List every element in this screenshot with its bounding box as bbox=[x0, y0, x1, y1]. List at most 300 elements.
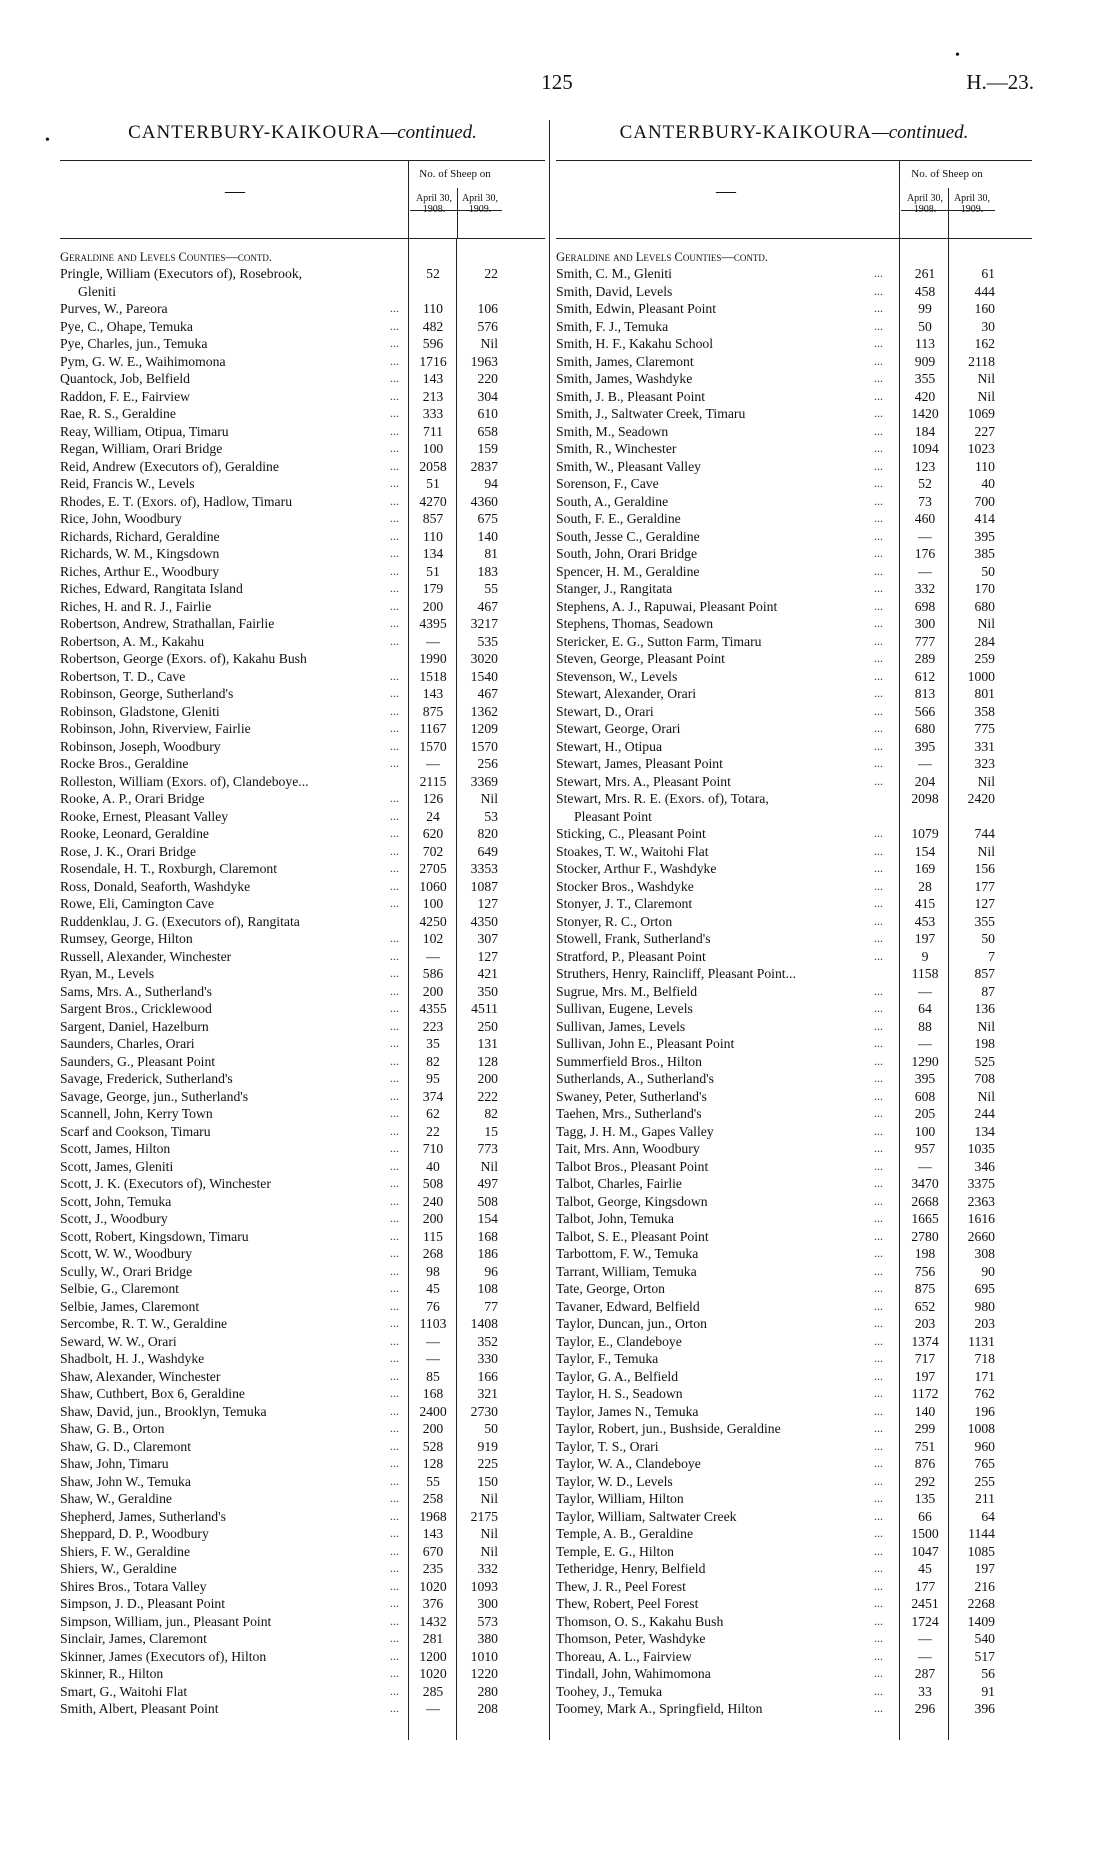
sheep-1908-value: 110 bbox=[422, 301, 444, 316]
table-row bbox=[60, 1543, 545, 1561]
holder-name-text: Smith, J. B., Pleasant Point bbox=[556, 388, 706, 404]
holder-name bbox=[556, 878, 886, 896]
leader-dots: ... bbox=[390, 756, 399, 770]
table-row bbox=[60, 948, 545, 966]
holder-name bbox=[60, 790, 406, 808]
table-row bbox=[556, 1700, 1032, 1718]
table-row bbox=[60, 790, 545, 808]
page-gutter-rule bbox=[549, 120, 550, 1740]
table-rule bbox=[60, 238, 545, 239]
holder-name-text: Sams, Mrs. A., Sutherland's bbox=[60, 983, 212, 999]
holder-name bbox=[556, 1333, 886, 1351]
sheep-1909-value: 110 bbox=[974, 458, 995, 474]
holder-name bbox=[60, 405, 406, 423]
leader-dots: ... bbox=[874, 1543, 883, 1558]
sheep-1909-value: 131 bbox=[477, 1036, 498, 1051]
holder-name-text: Smith, J., Saltwater Creek, Timaru bbox=[556, 406, 746, 421]
leader-dots: ... bbox=[390, 458, 399, 473]
leader-dots: ... bbox=[390, 1631, 399, 1645]
holder-name bbox=[556, 790, 886, 825]
sheep-1908-value: 2451 bbox=[911, 1596, 939, 1611]
holder-name bbox=[556, 353, 886, 371]
holder-name bbox=[60, 668, 406, 686]
sheep-1909-value: 304 bbox=[477, 388, 498, 404]
sheep-1908-value: 154 bbox=[914, 843, 936, 859]
leader-dots: ... bbox=[390, 581, 399, 595]
sheep-1909-value: 128 bbox=[477, 1053, 498, 1069]
holder-name-text: Rolleston, William (Exors. of), Clandeboye... bbox=[60, 773, 309, 789]
table-row bbox=[60, 913, 545, 931]
holder-name bbox=[556, 1123, 886, 1141]
sheep-1909-value: 1035 bbox=[967, 1141, 995, 1156]
holder-name bbox=[556, 1630, 886, 1648]
holder-name bbox=[556, 948, 886, 966]
holder-name-text: Shaw, John W., Temuka bbox=[60, 1473, 191, 1489]
sheep-1908-value: 680 bbox=[914, 721, 936, 736]
sheep-1908-value: 876 bbox=[914, 1456, 936, 1471]
holder-name-text: Struthers, Henry, Raincliff, Pleasant Point... bbox=[556, 966, 796, 981]
holder-name-text: Thew, J. R., Peel Forest bbox=[556, 1578, 686, 1594]
holder-name bbox=[60, 843, 406, 861]
sheep-1908-value: — bbox=[426, 1333, 440, 1349]
holder-name-text: Stonyer, J. T., Claremont bbox=[556, 896, 693, 911]
leader-dots: ... bbox=[874, 546, 883, 560]
sheep-1908-value: 200 bbox=[422, 598, 444, 614]
leader-dots: ... bbox=[390, 371, 399, 385]
table-row bbox=[556, 825, 1032, 843]
sheep-1909-value: 308 bbox=[974, 1246, 995, 1261]
holder-name bbox=[556, 895, 886, 913]
sheep-1909-value: 355 bbox=[974, 913, 995, 929]
leader-dots: ... bbox=[874, 931, 883, 945]
holder-name-text: Stevenson, W., Levels bbox=[556, 668, 678, 684]
sheep-1908-value: 100 bbox=[422, 441, 444, 456]
sheep-1909-value: 56 bbox=[981, 1666, 995, 1681]
leader-dots: ... bbox=[874, 1456, 883, 1470]
sheep-1908-value: 176 bbox=[914, 546, 936, 561]
sheep-1908-value: 52 bbox=[918, 476, 932, 491]
holder-name-text: Rosendale, H. T., Roxburgh, Claremont bbox=[60, 861, 278, 876]
leader-dots: ... bbox=[874, 563, 883, 578]
table-row bbox=[60, 528, 545, 546]
holder-name-text: Rooke, Leonard, Geraldine bbox=[60, 826, 209, 841]
sheep-1908-value: 55 bbox=[426, 1473, 440, 1489]
holder-name bbox=[60, 423, 406, 441]
table-row bbox=[60, 668, 545, 686]
sheep-1908-value: 240 bbox=[422, 1193, 444, 1209]
sheep-1908-value: 179 bbox=[422, 581, 444, 596]
holder-name bbox=[556, 1578, 886, 1596]
holder-name-text: Sullivan, Eugene, Levels bbox=[556, 1001, 693, 1016]
holder-name bbox=[556, 580, 886, 598]
sheep-1909-value: 87 bbox=[981, 983, 995, 999]
table-row bbox=[60, 860, 545, 878]
holder-name-text: Scully, W., Orari Bridge bbox=[60, 1263, 193, 1279]
holder-name bbox=[60, 1350, 406, 1368]
table-row bbox=[556, 1245, 1032, 1263]
sheep-1909-value: 330 bbox=[477, 1351, 498, 1366]
leader-dots: ... bbox=[390, 948, 399, 963]
table-row bbox=[60, 510, 545, 528]
sheep-1908-value: 528 bbox=[422, 1438, 444, 1454]
leader-dots: ... bbox=[874, 528, 883, 543]
holder-name-text: Shiers, W., Geraldine bbox=[60, 1561, 177, 1576]
holder-name bbox=[556, 1455, 886, 1473]
sheep-1908-value: 102 bbox=[422, 931, 444, 946]
sheep-1909-value: 332 bbox=[477, 1561, 498, 1576]
leader-dots: ... bbox=[390, 1368, 399, 1383]
sheep-1909-value: Nil bbox=[977, 1018, 995, 1034]
leader-dots: ... bbox=[874, 458, 883, 473]
table-row bbox=[556, 1420, 1032, 1438]
holder-name-text: Sutherlands, A., Sutherland's bbox=[556, 1071, 714, 1086]
holder-name bbox=[60, 335, 406, 353]
sheep-1908-value: 198 bbox=[914, 1246, 936, 1261]
sheep-1909-value: Nil bbox=[977, 843, 995, 859]
table-row bbox=[556, 1000, 1032, 1018]
table-row bbox=[60, 1245, 545, 1263]
holder-name bbox=[556, 423, 886, 441]
table-row bbox=[556, 948, 1032, 966]
holder-name-text: Stewart, George, Orari bbox=[556, 721, 681, 736]
sheep-1909-value: 708 bbox=[974, 1071, 995, 1086]
table-row bbox=[60, 545, 545, 563]
sheep-1909-value: 2118 bbox=[968, 353, 995, 369]
holder-name bbox=[60, 633, 406, 651]
table-rule bbox=[556, 160, 1032, 161]
sheep-1909-value: 331 bbox=[974, 738, 995, 754]
leader-dots: ... bbox=[390, 721, 399, 735]
holder-name bbox=[556, 773, 886, 791]
sheep-1909-value: 208 bbox=[477, 1701, 498, 1716]
table-row bbox=[60, 895, 545, 913]
table-row bbox=[60, 1333, 545, 1351]
sheep-1909-value: 467 bbox=[477, 686, 498, 701]
holder-name-text: Tagg, J. H. M., Gapes Valley bbox=[556, 1123, 714, 1139]
holder-name-text: Smith, Edwin, Pleasant Point bbox=[556, 301, 717, 316]
sheep-1909-value: 4511 bbox=[471, 1001, 498, 1016]
holder-name-text: Taylor, William, Hilton bbox=[556, 1491, 684, 1506]
leader-dots: ... bbox=[390, 1211, 399, 1225]
holder-name-text: Robertson, A. M., Kakahu bbox=[60, 633, 205, 649]
table-row bbox=[60, 1683, 545, 1701]
sheep-1909-value: 94 bbox=[484, 476, 498, 491]
holder-name-text: Scott, J., Woodbury bbox=[60, 1211, 168, 1226]
sheep-1908-value: 4250 bbox=[419, 913, 447, 929]
sheep-1909-value: 154 bbox=[477, 1211, 498, 1226]
holder-name bbox=[60, 1053, 406, 1071]
sheep-1908-value: 76 bbox=[426, 1298, 440, 1314]
holder-name-text: Sugrue, Mrs. M., Belfield bbox=[556, 983, 698, 999]
sheep-1909-value: 140 bbox=[477, 528, 498, 544]
leader-dots: ... bbox=[874, 318, 883, 333]
table-row bbox=[60, 1455, 545, 1473]
holder-name bbox=[60, 1525, 406, 1543]
sheep-1908-value: 268 bbox=[422, 1246, 444, 1261]
holder-name bbox=[556, 405, 886, 423]
holder-name bbox=[60, 458, 406, 476]
holder-name-text: Shaw, G. B., Orton bbox=[60, 1421, 165, 1436]
leader-dots: ... bbox=[874, 1193, 883, 1208]
holder-name-continued: Pleasant Point bbox=[574, 808, 652, 824]
table-row bbox=[60, 1385, 545, 1403]
holder-name bbox=[556, 1473, 886, 1491]
sheep-1909-value: 7 bbox=[988, 948, 995, 964]
leader-dots: ... bbox=[390, 1403, 399, 1418]
table-row bbox=[60, 1648, 545, 1666]
holder-name-text: Scott, W. W., Woodbury bbox=[60, 1246, 193, 1261]
leader-dots: ... bbox=[390, 616, 399, 630]
table-row bbox=[556, 755, 1032, 773]
leader-dots: ... bbox=[390, 1526, 399, 1540]
holder-name-text: Talbot, Charles, Fairlie bbox=[556, 1176, 683, 1191]
sheep-1909-value: 50 bbox=[981, 931, 995, 946]
sheep-1908-value: 51 bbox=[426, 563, 440, 579]
holder-name-text: Shaw, G. D., Claremont bbox=[60, 1438, 192, 1454]
leader-dots: ... bbox=[390, 791, 399, 805]
sheep-1908-value: 73 bbox=[918, 493, 932, 509]
holder-name bbox=[556, 825, 886, 843]
holder-name-text: Toohey, J., Temuka bbox=[556, 1683, 663, 1699]
sheep-1908-value: 281 bbox=[422, 1631, 444, 1646]
sheep-1908-value: 35 bbox=[426, 1036, 440, 1051]
holder-name-text: Riches, Edward, Rangitata Island bbox=[60, 581, 243, 596]
holder-name bbox=[556, 1665, 886, 1683]
holder-name bbox=[556, 440, 886, 458]
sheep-1909-value: 168 bbox=[477, 1228, 498, 1244]
table-row bbox=[556, 388, 1032, 406]
sheep-1908-value: — bbox=[918, 528, 932, 544]
holder-name bbox=[60, 913, 406, 931]
table-row bbox=[60, 930, 545, 948]
holder-name bbox=[60, 720, 406, 738]
sheep-1908-value: — bbox=[918, 1158, 932, 1174]
holder-name bbox=[60, 598, 406, 616]
table-row bbox=[556, 493, 1032, 511]
leader-dots: ... bbox=[874, 1123, 883, 1138]
holder-name bbox=[556, 283, 886, 301]
sheep-1908-value: 1990 bbox=[419, 651, 447, 666]
holder-name-text: Stewart, H., Otipua bbox=[556, 738, 663, 754]
holder-name bbox=[556, 1088, 886, 1106]
sheep-1909-value: 2837 bbox=[470, 458, 498, 474]
holder-name bbox=[60, 1455, 406, 1473]
sheep-1909-value: 1963 bbox=[470, 353, 498, 369]
table-row bbox=[60, 1210, 545, 1228]
holder-name-text: Reay, William, Otipua, Timaru bbox=[60, 423, 229, 439]
holder-name-text: Smith, David, Levels bbox=[556, 283, 673, 299]
holder-name-text: Russell, Alexander, Winchester bbox=[60, 948, 232, 964]
holder-name-text: Stocker Bros., Washdyke bbox=[556, 878, 694, 894]
holder-name bbox=[60, 1140, 406, 1158]
sheep-1908-value: 169 bbox=[914, 861, 936, 876]
holder-name-continued: Gleniti bbox=[78, 283, 117, 299]
sheep-1909-value: 96 bbox=[484, 1263, 498, 1279]
holder-name-text: Stewart, D., Orari bbox=[556, 703, 654, 719]
table-row bbox=[60, 1700, 545, 1718]
holder-name-text: Selbie, James, Claremont bbox=[60, 1298, 200, 1314]
leader-dots: ... bbox=[874, 1001, 883, 1015]
holder-name bbox=[60, 1000, 406, 1018]
holder-name-text: Ruddenklau, J. G. (Executors of), Rangitata bbox=[60, 913, 300, 929]
leader-dots: ... bbox=[390, 1543, 399, 1558]
table-row bbox=[556, 930, 1032, 948]
holder-name-text: Sullivan, John E., Pleasant Point bbox=[556, 1036, 735, 1051]
holder-name-text: Stratford, P., Pleasant Point bbox=[556, 948, 706, 964]
sheep-1908-value: 1047 bbox=[911, 1543, 939, 1559]
sheep-1909-value: 1008 bbox=[967, 1421, 995, 1436]
table-row bbox=[556, 1613, 1032, 1631]
table-row bbox=[60, 650, 545, 668]
sheep-1908-value: 200 bbox=[422, 983, 444, 999]
sheep-1909-value: 395 bbox=[974, 528, 995, 544]
table-row bbox=[556, 318, 1032, 336]
sheep-1908-value: 4395 bbox=[419, 616, 447, 631]
sheep-1908-value: 376 bbox=[422, 1596, 444, 1611]
sheep-1909-value: 2420 bbox=[967, 791, 995, 806]
table-row bbox=[60, 685, 545, 703]
leader-dots: ... bbox=[874, 686, 883, 700]
col-1909-header: April 30, 1909. bbox=[461, 193, 499, 215]
leader-dots: ... bbox=[874, 371, 883, 385]
holder-name-text: Skinner, James (Executors of), Hilton bbox=[60, 1648, 267, 1664]
leader-dots: ... bbox=[390, 511, 399, 525]
sheep-1909-value: 177 bbox=[974, 878, 995, 894]
holder-name-text: Pringle, William (Executors of), Rosebrook, bbox=[60, 266, 303, 281]
sheep-1909-value: 467 bbox=[477, 598, 498, 614]
holder-name-text: Stocker, Arthur F., Washdyke bbox=[556, 861, 717, 876]
holder-name bbox=[556, 755, 886, 773]
holder-name bbox=[556, 685, 886, 703]
table-row bbox=[60, 808, 545, 826]
sheep-1909-value: 255 bbox=[974, 1473, 995, 1489]
sheep-1908-value: — bbox=[426, 1701, 440, 1716]
holder-name-text: Rose, J. K., Orari Bridge bbox=[60, 843, 197, 859]
table-row bbox=[60, 1613, 545, 1631]
holder-name-text: Summerfield Bros., Hilton bbox=[556, 1053, 702, 1069]
holder-name-text: Tavaner, Edward, Belfield bbox=[556, 1298, 700, 1314]
table-row bbox=[60, 1035, 545, 1053]
leader-dots: ... bbox=[390, 1001, 399, 1015]
leader-dots: ... bbox=[390, 878, 399, 893]
holder-name-text: South, John, Orari Bridge bbox=[556, 546, 698, 561]
holder-name bbox=[60, 1368, 406, 1386]
table-row bbox=[60, 1403, 545, 1421]
leader-dots: ... bbox=[390, 423, 399, 438]
sheep-1908-value: 289 bbox=[914, 651, 936, 666]
sheep-1908-value: 126 bbox=[422, 791, 444, 806]
sheep-1909-value: 183 bbox=[477, 563, 498, 579]
sheep-1909-value: 77 bbox=[484, 1298, 498, 1314]
holder-name bbox=[60, 685, 406, 703]
leader-dots: ... bbox=[390, 318, 399, 333]
sheep-1909-value: 186 bbox=[477, 1246, 498, 1261]
holder-name bbox=[556, 1228, 886, 1246]
leader-dots: ... bbox=[874, 1368, 883, 1383]
leader-dots: ... bbox=[390, 1648, 399, 1663]
leader-dots: ... bbox=[390, 493, 399, 508]
holder-name-text: Simpson, J. D., Pleasant Point bbox=[60, 1596, 226, 1611]
table-row bbox=[556, 1088, 1032, 1106]
sheep-1908-value: 857 bbox=[422, 511, 444, 526]
sheep-1909-value: 2268 bbox=[967, 1596, 995, 1611]
sheep-1908-value: 82 bbox=[426, 1053, 440, 1069]
holder-name bbox=[60, 983, 406, 1001]
holder-name bbox=[60, 1508, 406, 1526]
leader-dots: ... bbox=[874, 1386, 883, 1400]
holder-name-text: Scott, Robert, Kingsdown, Timaru bbox=[60, 1228, 249, 1244]
sheep-1908-value: 374 bbox=[422, 1088, 444, 1104]
sheep-1909-value: 196 bbox=[974, 1403, 995, 1419]
sheep-1908-value: 395 bbox=[914, 1071, 936, 1086]
holder-name bbox=[60, 1280, 406, 1298]
sheep-1909-value: 197 bbox=[974, 1561, 995, 1576]
table-rule bbox=[60, 160, 545, 161]
table-row bbox=[60, 738, 545, 756]
holder-name bbox=[60, 370, 406, 388]
holder-name bbox=[556, 1613, 886, 1631]
sheep-1909-value: 3369 bbox=[470, 773, 498, 789]
holder-name bbox=[556, 300, 886, 318]
table-rule bbox=[556, 238, 1032, 239]
leader-dots: ... bbox=[390, 1071, 399, 1085]
holder-name bbox=[556, 930, 886, 948]
table-row bbox=[556, 668, 1032, 686]
sheep-1908-value: 2115 bbox=[419, 773, 447, 789]
sheep-1909-value: 1087 bbox=[470, 878, 498, 894]
holder-name bbox=[60, 300, 406, 318]
holder-name bbox=[60, 738, 406, 756]
sheep-1909-value: 3353 bbox=[470, 861, 498, 876]
leader-dots: ... bbox=[390, 1596, 399, 1610]
table-row bbox=[60, 370, 545, 388]
holder-name-text: Skinner, R., Hilton bbox=[60, 1666, 164, 1681]
sheep-1909-value: 321 bbox=[477, 1386, 498, 1401]
sheep-1908-value: 33 bbox=[918, 1683, 932, 1699]
holder-name bbox=[556, 563, 886, 581]
holder-name-text: Rae, R. S., Geraldine bbox=[60, 406, 176, 421]
leader-dots: ... bbox=[874, 826, 883, 840]
holder-name bbox=[556, 983, 886, 1001]
leader-dots: ... bbox=[390, 1351, 399, 1365]
leader-dots: ... bbox=[390, 406, 399, 420]
table-row bbox=[60, 335, 545, 353]
table-row bbox=[556, 1228, 1032, 1246]
sheep-1908-value: 460 bbox=[914, 511, 936, 526]
table-row bbox=[556, 1070, 1032, 1088]
sheep-1909-value: 108 bbox=[477, 1281, 498, 1296]
table-row bbox=[60, 1088, 545, 1106]
table-row bbox=[60, 265, 545, 300]
sheep-1909-value: 573 bbox=[477, 1613, 498, 1629]
table-row bbox=[556, 545, 1032, 563]
table-row bbox=[60, 1105, 545, 1123]
sheep-1909-value: 256 bbox=[477, 756, 498, 771]
table-row bbox=[60, 1438, 545, 1456]
holder-name-text: Taehen, Mrs., Sutherland's bbox=[556, 1106, 702, 1121]
leader-dots: ... bbox=[390, 336, 399, 350]
sheep-1909-value: 40 bbox=[981, 476, 995, 491]
leader-dots: ... bbox=[390, 1561, 399, 1575]
leader-dots: ... bbox=[874, 1036, 883, 1050]
sheep-1909-value: 980 bbox=[974, 1298, 995, 1314]
leader-dots: ... bbox=[874, 441, 883, 455]
holder-name bbox=[556, 1700, 886, 1718]
sheep-1908-value: 1374 bbox=[911, 1333, 939, 1349]
sheep-1909-value: 744 bbox=[974, 826, 995, 841]
sheep-1909-value: 414 bbox=[974, 511, 995, 526]
sheep-1908-value: 135 bbox=[914, 1491, 936, 1506]
